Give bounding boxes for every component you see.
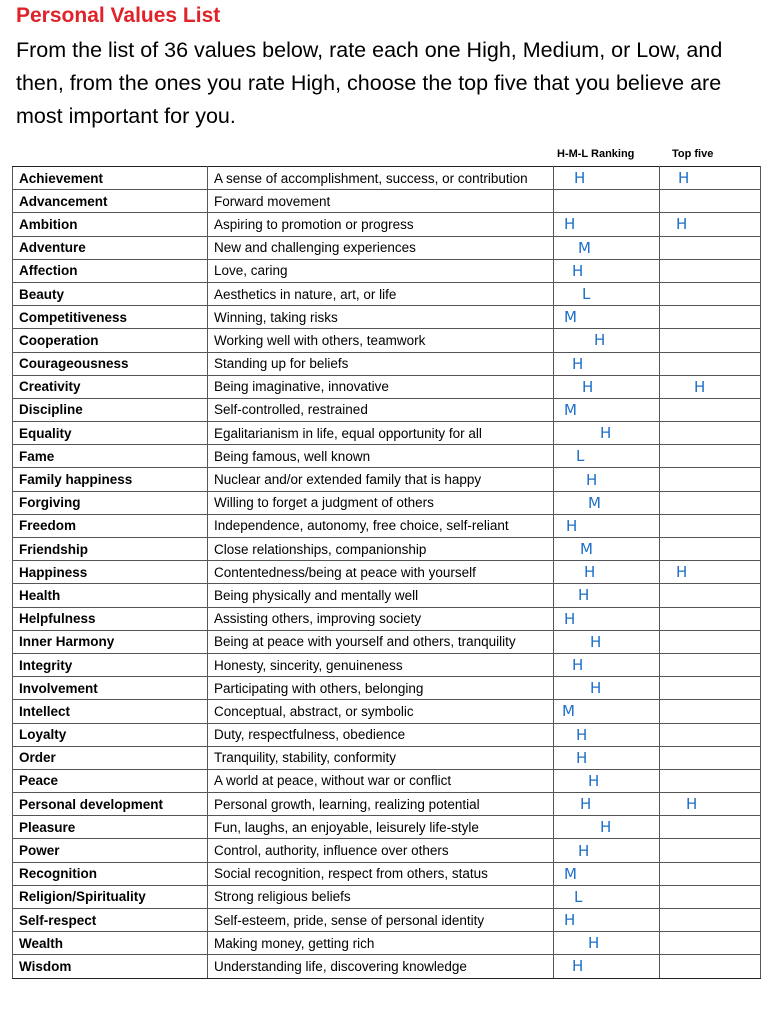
top-five-cell[interactable] bbox=[660, 329, 761, 352]
table-row bbox=[13, 793, 761, 816]
value-description-cell: Assisting others, improving society bbox=[208, 607, 554, 630]
ranking-cell[interactable]: L bbox=[554, 885, 660, 908]
ranking-cell[interactable]: H bbox=[554, 955, 660, 978]
value-name-cell: Wealth bbox=[13, 932, 208, 955]
page-title: Personal Values List bbox=[16, 4, 221, 27]
value-name-cell: Self-respect bbox=[13, 909, 208, 932]
top-five-cell[interactable] bbox=[660, 932, 761, 955]
ranking-cell[interactable]: H bbox=[554, 352, 660, 375]
top-five-column-header: Top five bbox=[672, 148, 714, 160]
value-description-cell: Making money, getting rich bbox=[208, 932, 554, 955]
value-description-cell: Participating with others, belonging bbox=[208, 677, 554, 700]
table-row bbox=[13, 236, 761, 259]
instructions-text: From the list of 36 values below, rate each one High, Medium, or Low, and then, from the ones you rate High, choose the top five that you believe are most important for you. bbox=[16, 38, 723, 128]
table-row bbox=[13, 677, 761, 700]
top-five-cell[interactable] bbox=[660, 584, 761, 607]
top-five-cell[interactable] bbox=[660, 607, 761, 630]
value-name-cell: Advancement bbox=[13, 190, 208, 213]
ranking-cell[interactable] bbox=[554, 190, 660, 213]
value-name-cell: Power bbox=[13, 839, 208, 862]
table-row bbox=[13, 630, 761, 653]
table-row bbox=[13, 839, 761, 862]
ranking-cell[interactable]: H bbox=[554, 746, 660, 769]
top-five-cell[interactable]: H bbox=[660, 167, 761, 190]
value-description-cell: Fun, laughs, an enjoyable, leisurely life-style bbox=[208, 816, 554, 839]
table-row bbox=[13, 561, 761, 584]
ranking-cell[interactable]: H bbox=[554, 769, 660, 792]
table-row bbox=[13, 491, 761, 514]
table-row bbox=[13, 167, 761, 190]
ranking-cell[interactable]: M bbox=[554, 862, 660, 885]
value-name-cell: Cooperation bbox=[13, 329, 208, 352]
table-row bbox=[13, 352, 761, 375]
value-name-cell: Pleasure bbox=[13, 816, 208, 839]
top-five-cell[interactable] bbox=[660, 700, 761, 723]
value-description-cell: Personal growth, learning, realizing potential bbox=[208, 793, 554, 816]
top-five-cell[interactable] bbox=[660, 955, 761, 978]
ranking-cell[interactable]: M bbox=[554, 700, 660, 723]
top-five-cell[interactable] bbox=[660, 677, 761, 700]
table-row bbox=[13, 422, 761, 445]
value-name-cell: Happiness bbox=[13, 561, 208, 584]
ranking-cell[interactable]: H bbox=[554, 653, 660, 676]
ranking-column-header: H-M-L Ranking bbox=[557, 148, 635, 160]
top-five-cell[interactable] bbox=[660, 909, 761, 932]
top-five-cell[interactable] bbox=[660, 839, 761, 862]
ranking-cell[interactable]: H bbox=[554, 677, 660, 700]
top-five-cell[interactable]: H bbox=[660, 561, 761, 584]
top-five-cell[interactable] bbox=[660, 514, 761, 537]
value-name-cell: Wisdom bbox=[13, 955, 208, 978]
value-description-cell: Egalitarianism in life, equal opportunity for all bbox=[208, 422, 554, 445]
value-description-cell: Standing up for beliefs bbox=[208, 352, 554, 375]
top-five-cell[interactable] bbox=[660, 816, 761, 839]
value-name-cell: Achievement bbox=[13, 167, 208, 190]
table-row bbox=[13, 816, 761, 839]
top-five-cell[interactable] bbox=[660, 306, 761, 329]
value-description-cell: A sense of accomplishment, success, or contribution bbox=[208, 167, 554, 190]
value-name-cell: Personal development bbox=[13, 793, 208, 816]
table-row bbox=[13, 190, 761, 213]
top-five-cell[interactable] bbox=[660, 630, 761, 653]
ranking-cell[interactable]: H bbox=[554, 422, 660, 445]
table-row bbox=[13, 862, 761, 885]
table-row bbox=[13, 398, 761, 421]
top-five-cell[interactable] bbox=[660, 236, 761, 259]
ranking-cell[interactable]: H bbox=[554, 329, 660, 352]
value-description-cell: Honesty, sincerity, genuineness bbox=[208, 653, 554, 676]
ranking-cell[interactable]: H bbox=[554, 259, 660, 282]
ranking-cell[interactable]: H bbox=[554, 793, 660, 816]
top-five-cell[interactable]: H bbox=[660, 375, 761, 398]
values-table-body bbox=[13, 167, 761, 979]
ranking-cell[interactable]: H bbox=[554, 561, 660, 584]
values-table bbox=[12, 166, 761, 979]
top-five-cell[interactable] bbox=[660, 862, 761, 885]
table-row bbox=[13, 329, 761, 352]
value-description-cell: Love, caring bbox=[208, 259, 554, 282]
table-row bbox=[13, 723, 761, 746]
table-row bbox=[13, 468, 761, 491]
value-description-cell: Contentedness/being at peace with yourself bbox=[208, 561, 554, 584]
value-description-cell: Social recognition, respect from others, status bbox=[208, 862, 554, 885]
ranking-cell[interactable]: L bbox=[554, 445, 660, 468]
value-description-cell: A world at peace, without war or conflict bbox=[208, 769, 554, 792]
top-five-cell[interactable] bbox=[660, 653, 761, 676]
table-row bbox=[13, 885, 761, 908]
value-name-cell: Competitiveness bbox=[13, 306, 208, 329]
value-name-cell: Involvement bbox=[13, 677, 208, 700]
ranking-cell[interactable]: H bbox=[554, 839, 660, 862]
ranking-cell[interactable]: H bbox=[554, 514, 660, 537]
top-five-cell[interactable] bbox=[660, 398, 761, 421]
value-description-cell: Forward movement bbox=[208, 190, 554, 213]
value-description-cell: Working well with others, teamwork bbox=[208, 329, 554, 352]
top-five-cell[interactable] bbox=[660, 190, 761, 213]
table-row bbox=[13, 445, 761, 468]
table-row bbox=[13, 306, 761, 329]
ranking-cell[interactable]: L bbox=[554, 282, 660, 305]
table-row bbox=[13, 607, 761, 630]
value-name-cell: Integrity bbox=[13, 653, 208, 676]
table-row bbox=[13, 584, 761, 607]
top-five-cell[interactable] bbox=[660, 422, 761, 445]
ranking-cell[interactable]: M bbox=[554, 236, 660, 259]
value-name-cell: Health bbox=[13, 584, 208, 607]
ranking-cell[interactable]: M bbox=[554, 398, 660, 421]
top-five-cell[interactable] bbox=[660, 746, 761, 769]
value-name-cell: Freedom bbox=[13, 514, 208, 537]
value-description-cell: Nuclear and/or extended family that is happy bbox=[208, 468, 554, 491]
top-five-cell[interactable] bbox=[660, 352, 761, 375]
table-row bbox=[13, 514, 761, 537]
top-five-cell[interactable] bbox=[660, 259, 761, 282]
ranking-cell[interactable]: H bbox=[554, 167, 660, 190]
table-row bbox=[13, 259, 761, 282]
ranking-cell[interactable]: H bbox=[554, 816, 660, 839]
value-name-cell: Loyalty bbox=[13, 723, 208, 746]
ranking-cell[interactable]: H bbox=[554, 630, 660, 653]
table-row bbox=[13, 955, 761, 978]
value-description-cell: Understanding life, discovering knowledge bbox=[208, 955, 554, 978]
value-name-cell: Family happiness bbox=[13, 468, 208, 491]
value-name-cell: Religion/Spirituality bbox=[13, 885, 208, 908]
value-description-cell: Being at peace with yourself and others, tranquility bbox=[208, 630, 554, 653]
value-description-cell: Strong religious beliefs bbox=[208, 885, 554, 908]
value-name-cell: Discipline bbox=[13, 398, 208, 421]
table-row bbox=[13, 769, 761, 792]
value-description-cell: Duty, respectfulness, obedience bbox=[208, 723, 554, 746]
value-name-cell: Forgiving bbox=[13, 491, 208, 514]
value-name-cell: Equality bbox=[13, 422, 208, 445]
table-row bbox=[13, 746, 761, 769]
value-name-cell: Inner Harmony bbox=[13, 630, 208, 653]
value-description-cell: Being famous, well known bbox=[208, 445, 554, 468]
ranking-cell[interactable]: M bbox=[554, 491, 660, 514]
top-five-cell[interactable] bbox=[660, 468, 761, 491]
ranking-cell[interactable]: H bbox=[554, 932, 660, 955]
ranking-cell[interactable]: H bbox=[554, 607, 660, 630]
table-row bbox=[13, 932, 761, 955]
table-row bbox=[13, 653, 761, 676]
value-description-cell: Close relationships, companionship bbox=[208, 538, 554, 561]
ranking-cell[interactable]: M bbox=[554, 306, 660, 329]
value-name-cell: Beauty bbox=[13, 282, 208, 305]
ranking-cell[interactable]: H bbox=[554, 468, 660, 491]
ranking-cell[interactable]: H bbox=[554, 723, 660, 746]
value-description-cell: Aspiring to promotion or progress bbox=[208, 213, 554, 236]
top-five-cell[interactable]: H bbox=[660, 793, 761, 816]
value-name-cell: Fame bbox=[13, 445, 208, 468]
top-five-cell[interactable] bbox=[660, 491, 761, 514]
value-description-cell: Aesthetics in nature, art, or life bbox=[208, 282, 554, 305]
value-description-cell: Being imaginative, innovative bbox=[208, 375, 554, 398]
table-row bbox=[13, 375, 761, 398]
table-row bbox=[13, 538, 761, 561]
table-row bbox=[13, 213, 761, 236]
top-five-cell[interactable]: H bbox=[660, 213, 761, 236]
value-name-cell: Friendship bbox=[13, 538, 208, 561]
table-row bbox=[13, 909, 761, 932]
ranking-cell[interactable]: M bbox=[554, 538, 660, 561]
top-five-cell[interactable] bbox=[660, 445, 761, 468]
value-description-cell: Winning, taking risks bbox=[208, 306, 554, 329]
value-description-cell: Control, authority, influence over others bbox=[208, 839, 554, 862]
value-name-cell: Order bbox=[13, 746, 208, 769]
value-name-cell: Adventure bbox=[13, 236, 208, 259]
ranking-cell[interactable]: H bbox=[554, 375, 660, 398]
value-description-cell: Self-esteem, pride, sense of personal identity bbox=[208, 909, 554, 932]
ranking-cell[interactable]: H bbox=[554, 213, 660, 236]
value-description-cell: Independence, autonomy, free choice, self-reliant bbox=[208, 514, 554, 537]
value-name-cell: Intellect bbox=[13, 700, 208, 723]
value-name-cell: Creativity bbox=[13, 375, 208, 398]
top-five-cell[interactable] bbox=[660, 723, 761, 746]
value-description-cell: Being physically and mentally well bbox=[208, 584, 554, 607]
top-five-cell[interactable] bbox=[660, 769, 761, 792]
top-five-cell[interactable] bbox=[660, 282, 761, 305]
value-name-cell: Helpfulness bbox=[13, 607, 208, 630]
top-five-cell[interactable] bbox=[660, 538, 761, 561]
ranking-cell[interactable]: H bbox=[554, 584, 660, 607]
value-description-cell: Tranquility, stability, conformity bbox=[208, 746, 554, 769]
table-row bbox=[13, 282, 761, 305]
value-name-cell: Peace bbox=[13, 769, 208, 792]
value-name-cell: Ambition bbox=[13, 213, 208, 236]
value-name-cell: Courageousness bbox=[13, 352, 208, 375]
top-five-cell[interactable] bbox=[660, 885, 761, 908]
value-description-cell: Conceptual, abstract, or symbolic bbox=[208, 700, 554, 723]
value-description-cell: Willing to forget a judgment of others bbox=[208, 491, 554, 514]
value-name-cell: Recognition bbox=[13, 862, 208, 885]
ranking-cell[interactable]: H bbox=[554, 909, 660, 932]
value-name-cell: Affection bbox=[13, 259, 208, 282]
table-row bbox=[13, 700, 761, 723]
value-description-cell: Self-controlled, restrained bbox=[208, 398, 554, 421]
value-description-cell: New and challenging experiences bbox=[208, 236, 554, 259]
